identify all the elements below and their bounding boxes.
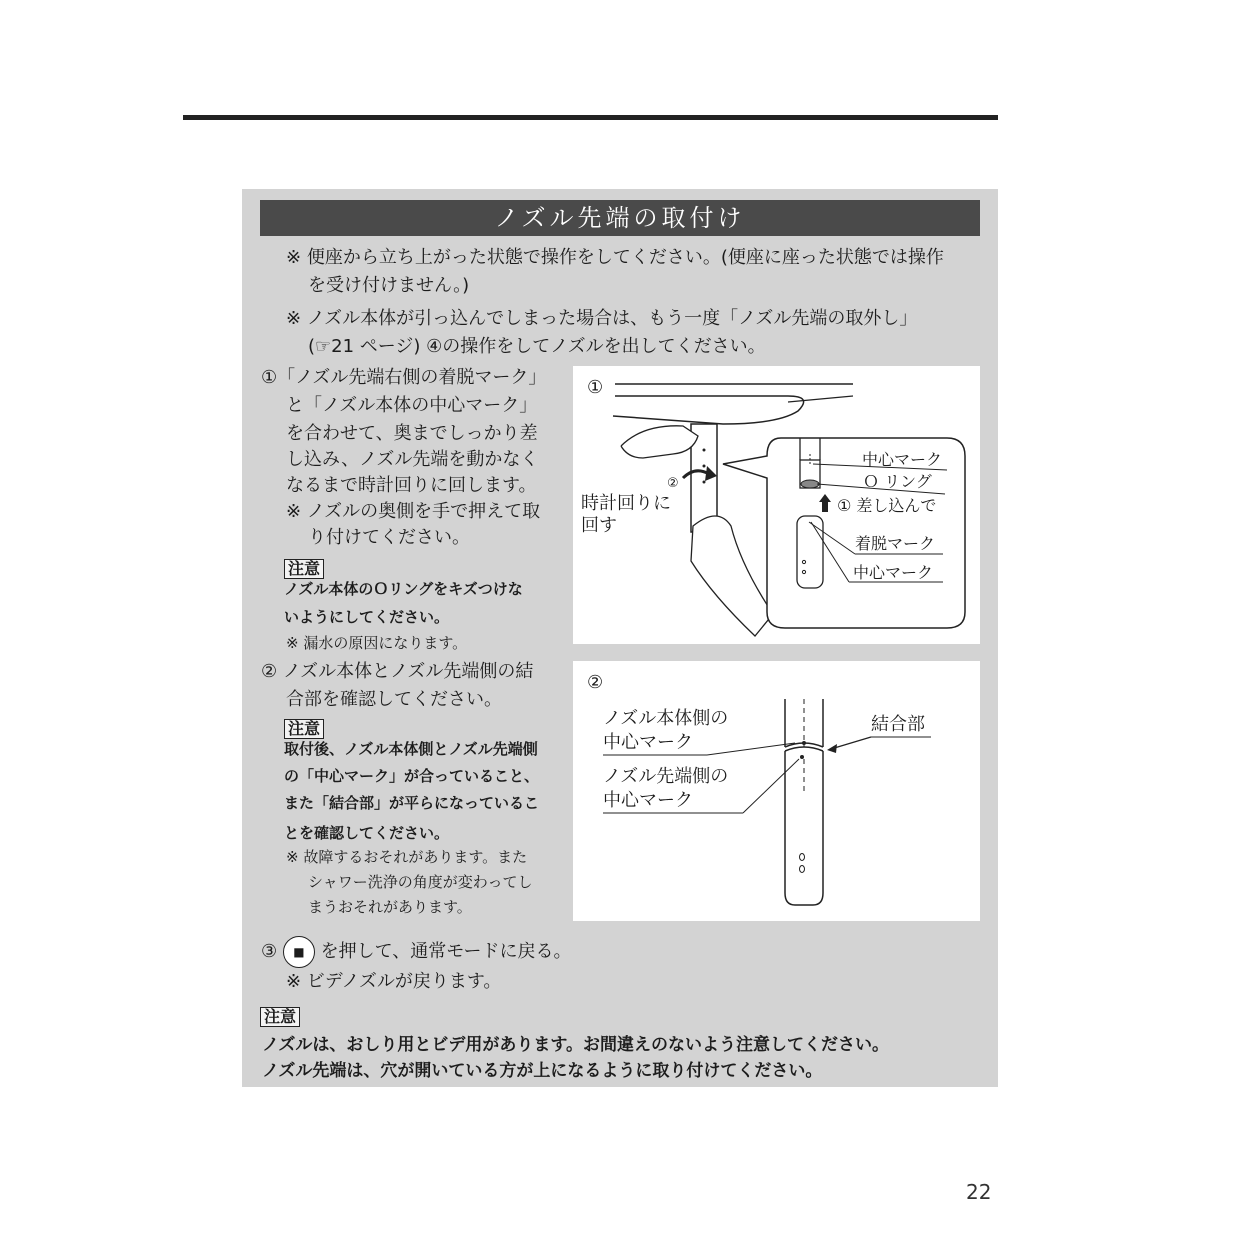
step1-line-5: なるまで時計回りに回します。 (286, 475, 537, 496)
note-2-line-2: (☞21 ページ) ④の操作をしてノズルを出してください。 (308, 336, 766, 357)
note-1 (286, 244, 944, 272)
step1-line-3: を合わせて、奥までしっかり差 (286, 423, 538, 444)
detach-mark-label: 着脱マーク (855, 534, 936, 553)
step2-line-1 (261, 658, 533, 686)
section-title: ノズル先端の取付け (260, 200, 980, 236)
step1-line-4: し込み、ノズル先端を動かなく (286, 449, 539, 470)
note-1-line-2: を受け付けません。) (308, 275, 470, 296)
center-mark-bottom-label: 中心マーク (853, 563, 934, 582)
stop-button-icon: ■ (283, 936, 315, 968)
bottom-caution-line-1: ノズルは、おしり用とビデ用があります。お間違えのないよう注意してください。 (262, 1035, 889, 1055)
step1-line-2: と「ノズル本体の中心マーク」 (286, 395, 538, 416)
step2-caution-line-4: とを確認してください。 (284, 824, 450, 842)
top-rule (183, 115, 998, 120)
step1-text-1: 「ノズル先端右側の着脱マーク」 (277, 367, 547, 388)
step2-caution-line-1: 取付後、ノズル本体側とノズル先端側 (284, 740, 538, 758)
step2-text-1: ノズル本体とノズル先端側の結 (282, 661, 534, 682)
step1-line-1 (261, 364, 546, 392)
step1-caution-line-2: いようにしてください。 (284, 608, 450, 626)
step2-caution-line-3: また「結合部」が平らになっているこ (284, 794, 540, 812)
body-side-label-line-1: ノズル本体側の (603, 708, 729, 729)
step3-line (261, 936, 572, 968)
step3-number: ③ (261, 941, 278, 962)
step2-caution-line-2: の「中心マーク」が合っていること、 (284, 767, 540, 785)
step3-text: を押して、通常モードに戻る。 (320, 941, 572, 962)
tip-side-label-line-2: 中心マーク (603, 790, 693, 811)
note-2 (286, 305, 917, 333)
step2-note-line-2: シャワー洗浄の角度が変わってし (308, 873, 533, 891)
note-2-line-1: ノズル本体が引っ込んでしまった場合は、もう一度「ノズル先端の取外し」 (306, 308, 918, 329)
figure-2-number: ② (587, 672, 604, 693)
step3-note: ※ ビデノズルが戻ります。 (286, 971, 502, 992)
note-1-line-1: 便座から立ち上がった状態で操作をしてください。(便座に座った状態では操作 (306, 247, 944, 268)
step1-caution-line-1: ノズル本体のＯリングをキズつけな (284, 580, 523, 598)
step1-number: ① (261, 367, 278, 388)
rotate-label-line-2: 回す (581, 515, 617, 536)
step2-note-line-3: まうおそれがあります。 (308, 898, 472, 916)
step1-sub-mark: ※ (286, 501, 302, 522)
step1-sub-1 (286, 498, 540, 526)
step2-number: ② (261, 661, 278, 682)
caution-badge: 注意 (284, 559, 324, 579)
insert-label: ① 差し込んで (837, 496, 937, 515)
joint-label: 結合部 (871, 714, 925, 735)
caution-badge: 注意 (284, 719, 324, 739)
bottom-caution-line-2: ノズル先端は、穴が開いている方が上になるように取り付けてください。 (262, 1061, 823, 1081)
body-side-label-line-2: 中心マーク (603, 732, 693, 753)
figure-1 (573, 366, 980, 644)
center-mark-top-label: 中心マーク (862, 450, 943, 469)
figure-1-number: ① (587, 377, 604, 398)
step2-note-line-1: ※ 故障するおそれがあります。また (286, 848, 528, 866)
figure-1-step-circle: ② (667, 476, 679, 491)
figure-2 (573, 661, 980, 921)
step1-caution-note: ※ 漏水の原因になります。 (286, 634, 468, 652)
bottom-caution (260, 1003, 300, 1031)
note-1-mark: ※ (286, 247, 302, 268)
tip-side-label-line-1: ノズル先端側の (603, 766, 729, 787)
caution-badge: 注意 (260, 1007, 300, 1027)
rotate-label-line-1: 時計回りに (581, 493, 671, 514)
step2-line-2: 合部を確認してください。 (286, 689, 502, 710)
step1-sub-2: り付けてください。 (308, 527, 470, 548)
step1-sub-text-1: ノズルの奥側を手で押えて取 (306, 501, 541, 522)
o-ring-label: Ｏ リング (863, 472, 932, 491)
note-2-mark: ※ (286, 308, 302, 329)
page-number: 22 (966, 1180, 992, 1204)
